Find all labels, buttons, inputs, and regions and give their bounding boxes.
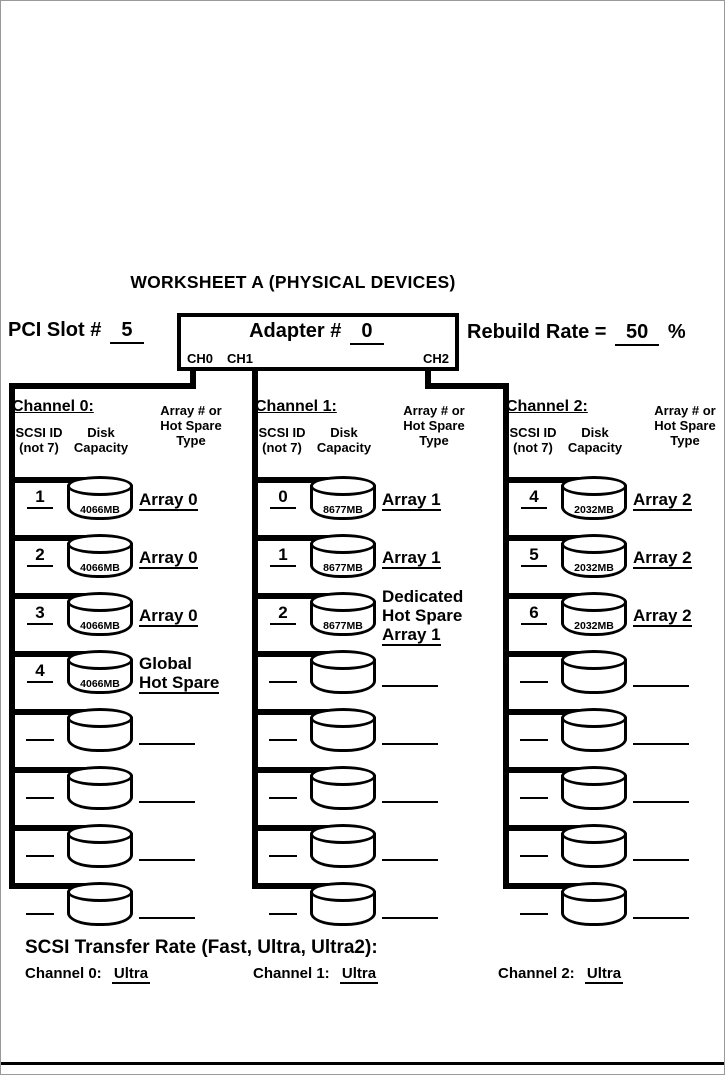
header-line: (not 7)	[19, 440, 59, 455]
disk-top-ellipse	[310, 708, 376, 728]
array-label-line: Array 2	[633, 489, 692, 509]
array-blank-line	[633, 720, 689, 745]
array-label-line: Global	[139, 654, 192, 673]
scsi-id-value	[520, 892, 548, 915]
channel-2-title: Channel 2:	[506, 398, 588, 415]
array-assignment-field	[382, 703, 438, 761]
disk-icon	[561, 882, 627, 929]
disk-capacity-value: 4066MB	[80, 620, 120, 632]
transfer-rate-label: Channel 0:	[25, 965, 102, 982]
channel-2-section	[503, 394, 725, 939]
disk-icon	[310, 534, 376, 581]
array-label-line: Hot Spare	[139, 673, 220, 692]
disk-top-ellipse	[67, 882, 133, 902]
port-label-ch2: CH2	[423, 351, 450, 366]
disk-icon	[67, 882, 133, 929]
array-blank-line	[633, 662, 689, 687]
scsi-id-value	[520, 776, 548, 799]
array-blank-line	[633, 894, 689, 919]
device-row	[9, 877, 252, 935]
array-label-line: Array 1	[382, 489, 441, 509]
array-blank-line	[382, 778, 438, 803]
disk-icon	[67, 708, 133, 755]
array-assignment-field	[382, 471, 441, 529]
array-label-line: Dedicated	[382, 586, 464, 606]
scsi-id-value: 1	[27, 486, 53, 509]
array-assignment-field	[382, 587, 463, 645]
transfer-rate-value: Ultra	[586, 965, 622, 982]
array-blank-line	[139, 720, 195, 745]
device-row	[503, 645, 725, 703]
device-row	[252, 645, 503, 703]
pci-slot-label: PCI Slot #	[8, 319, 102, 341]
disk-top-ellipse	[561, 476, 627, 496]
disk-top-ellipse	[561, 650, 627, 670]
array-label-line: Array 1	[382, 547, 441, 567]
scsi-id-field	[15, 486, 65, 509]
disk-top-ellipse	[561, 534, 627, 554]
header-line: Capacity	[73, 440, 129, 455]
scsi-id-field	[509, 544, 559, 567]
array-blank-line	[382, 720, 438, 745]
disk-top-ellipse	[67, 708, 133, 728]
scsi-id-field	[509, 834, 559, 862]
scsi-id-field	[258, 892, 308, 920]
disk-top-ellipse	[310, 824, 376, 844]
array-assignment-field	[633, 645, 689, 703]
array-label-line: Array 1	[382, 624, 441, 644]
device-row	[9, 761, 252, 819]
scsi-id-value	[269, 892, 297, 915]
scsi-id-field	[509, 486, 559, 509]
header-line: (not 7)	[262, 440, 302, 455]
header-line: Array # or	[403, 403, 465, 418]
rebuild-rate-field	[467, 321, 686, 346]
disk-top-ellipse	[561, 592, 627, 612]
array-assignment-field	[139, 877, 195, 935]
channel-1-title: Channel 1:	[255, 398, 337, 415]
transfer-rate-channel-1	[253, 965, 378, 984]
disk-icon	[561, 476, 627, 523]
array-label-line: Array 2	[633, 547, 692, 567]
array-assignment-field	[633, 819, 689, 877]
device-row	[503, 877, 725, 935]
scsi-id-field	[15, 602, 65, 625]
channel-1-rows	[252, 471, 503, 935]
disk-capacity-value: 4066MB	[80, 562, 120, 574]
device-row	[503, 587, 725, 645]
scsi-id-field	[15, 718, 65, 746]
pci-slot-field	[8, 319, 147, 344]
scsi-id-value	[520, 660, 548, 683]
header-line: SCSI ID	[258, 425, 306, 440]
scsi-id-field	[509, 660, 559, 688]
array-column-header	[643, 403, 725, 448]
disk-icon	[310, 476, 376, 523]
scsi-id-field	[258, 486, 308, 509]
scsi-id-field	[15, 660, 65, 683]
transfer-rate-value: Ultra	[341, 965, 377, 982]
disk-top-ellipse	[67, 650, 133, 670]
header-line: Hot Spare	[654, 418, 716, 433]
disk-capacity-value: 8677MB	[323, 562, 363, 574]
device-row	[503, 703, 725, 761]
pci-slot-value: 5	[110, 319, 144, 344]
device-row	[9, 471, 252, 529]
disk-capacity-column-header	[312, 425, 376, 455]
array-blank-line	[382, 662, 438, 687]
disk-top-ellipse	[310, 650, 376, 670]
header-line: Disk	[87, 425, 115, 440]
disk-top-ellipse	[67, 592, 133, 612]
disk-icon	[561, 650, 627, 697]
adapter-box	[177, 313, 459, 371]
array-label-line: Array 0	[139, 605, 198, 625]
disk-icon	[67, 592, 133, 639]
array-assignment-field	[139, 819, 195, 877]
device-row	[252, 819, 503, 877]
array-assignment-field	[139, 761, 195, 819]
array-label-line: Array 2	[633, 605, 692, 625]
scsi-id-column-header	[503, 425, 563, 455]
header-line: SCSI ID	[15, 425, 63, 440]
array-assignment-field	[633, 529, 692, 587]
disk-top-ellipse	[561, 766, 627, 786]
disk-top-ellipse	[310, 882, 376, 902]
array-assignment-field	[633, 587, 692, 645]
scsi-id-field	[15, 892, 65, 920]
device-row	[252, 587, 503, 645]
array-label-line: Array 0	[139, 547, 198, 567]
device-row	[9, 587, 252, 645]
scsi-id-field	[258, 718, 308, 746]
page-title: WORKSHEET A (PHYSICAL DEVICES)	[130, 272, 456, 292]
disk-capacity-value: 2032MB	[574, 562, 614, 574]
disk-icon	[67, 766, 133, 813]
scsi-id-value: 4	[27, 660, 53, 683]
transfer-rate-value: Ultra	[113, 965, 149, 982]
scsi-id-value	[269, 718, 297, 741]
connector-ch2-horizontal-line	[425, 383, 509, 389]
scsi-id-field	[258, 544, 308, 567]
disk-top-ellipse	[67, 824, 133, 844]
array-blank-line	[382, 836, 438, 861]
device-row	[9, 529, 252, 587]
scsi-id-value: 3	[27, 602, 53, 625]
scsi-id-field	[258, 602, 308, 625]
array-assignment-field	[139, 703, 195, 761]
scsi-id-value: 2	[27, 544, 53, 567]
disk-capacity-column-header	[69, 425, 133, 455]
channel-1-section	[252, 394, 503, 939]
array-blank-line	[633, 778, 689, 803]
array-assignment-field	[382, 877, 438, 935]
array-blank-line	[633, 836, 689, 861]
scsi-id-field	[15, 834, 65, 862]
disk-top-ellipse	[561, 708, 627, 728]
array-blank-line	[139, 778, 195, 803]
disk-top-ellipse	[67, 766, 133, 786]
scsi-id-field	[258, 834, 308, 862]
transfer-rate-label: Channel 2:	[498, 965, 575, 982]
header-line: Disk	[581, 425, 609, 440]
disk-top-ellipse	[310, 592, 376, 612]
device-row	[252, 703, 503, 761]
scsi-id-value: 4	[521, 486, 547, 509]
scsi-id-value	[26, 834, 54, 857]
channel-0-title: Channel 0:	[12, 398, 94, 415]
adapter-field	[181, 320, 455, 345]
scsi-id-value	[26, 892, 54, 915]
device-row	[252, 471, 503, 529]
disk-capacity-value: 8677MB	[323, 504, 363, 516]
channel-2-rows	[503, 471, 725, 935]
array-assignment-field	[633, 877, 689, 935]
array-label-line: Array 0	[139, 489, 198, 509]
disk-icon	[561, 824, 627, 871]
channel-0-section	[9, 394, 252, 939]
disk-icon	[561, 708, 627, 755]
array-blank-line	[139, 894, 195, 919]
array-assignment-field	[633, 703, 689, 761]
disk-capacity-value: 2032MB	[574, 620, 614, 632]
disk-icon	[67, 476, 133, 523]
device-row	[503, 819, 725, 877]
header-line: Type	[176, 433, 206, 448]
scsi-id-field	[509, 602, 559, 625]
rebuild-rate-unit: %	[667, 321, 686, 343]
transfer-rate-label: Channel 1:	[253, 965, 330, 982]
header-line: Array # or	[654, 403, 716, 418]
disk-icon	[310, 882, 376, 929]
disk-icon	[310, 592, 376, 639]
scsi-id-field	[509, 892, 559, 920]
disk-top-ellipse	[310, 476, 376, 496]
scsi-id-value	[269, 834, 297, 857]
scsi-id-value	[26, 776, 54, 799]
array-assignment-field	[139, 587, 198, 645]
connector-ch0-horizontal-line	[9, 383, 196, 389]
array-blank-line	[139, 836, 195, 861]
scsi-id-value: 6	[521, 602, 547, 625]
disk-icon	[67, 650, 133, 697]
array-assignment-field	[633, 471, 692, 529]
device-row	[252, 529, 503, 587]
device-row	[9, 645, 252, 703]
disk-capacity-value: 4066MB	[80, 504, 120, 516]
device-row	[503, 529, 725, 587]
header-line: (not 7)	[513, 440, 553, 455]
header-line: Type	[670, 433, 700, 448]
scsi-id-value: 0	[270, 486, 296, 509]
header-line: Disk	[330, 425, 358, 440]
disk-top-ellipse	[561, 882, 627, 902]
adapter-label: Adapter #	[249, 320, 342, 342]
disk-icon	[67, 824, 133, 871]
scsi-id-field	[509, 776, 559, 804]
scsi-id-field	[258, 660, 308, 688]
scsi-id-column-header	[9, 425, 69, 455]
scsi-id-column-header	[252, 425, 312, 455]
array-assignment-field	[633, 761, 689, 819]
scsi-id-value: 5	[521, 544, 547, 567]
array-column-header	[149, 403, 233, 448]
scsi-id-value	[26, 718, 54, 741]
disk-icon	[310, 650, 376, 697]
header-line: Type	[419, 433, 449, 448]
array-assignment-field	[139, 645, 219, 703]
scsi-id-field	[15, 544, 65, 567]
disk-icon	[310, 766, 376, 813]
header-line: Array # or	[160, 403, 222, 418]
header-line: Hot Spare	[160, 418, 222, 433]
disk-top-ellipse	[67, 476, 133, 496]
disk-icon	[67, 534, 133, 581]
scsi-id-field	[15, 776, 65, 804]
array-assignment-field	[382, 761, 438, 819]
transfer-rate-channel-2	[498, 965, 623, 984]
device-row	[252, 761, 503, 819]
transfer-rate-title: SCSI Transfer Rate (Fast, Ultra, Ultra2):	[25, 937, 378, 958]
port-label-ch1: CH1	[227, 351, 254, 366]
disk-capacity-value: 4066MB	[80, 678, 120, 690]
disk-top-ellipse	[561, 824, 627, 844]
adapter-number-value: 0	[350, 320, 384, 345]
array-label-line: Hot Spare	[382, 605, 463, 625]
array-assignment-field	[139, 529, 198, 587]
disk-capacity-column-header	[563, 425, 627, 455]
scsi-id-field	[258, 776, 308, 804]
disk-capacity-value: 2032MB	[574, 504, 614, 516]
device-row	[503, 761, 725, 819]
disk-capacity-value: 8677MB	[323, 620, 363, 632]
header-line: Hot Spare	[403, 418, 465, 433]
device-row	[252, 877, 503, 935]
rebuild-rate-value: 50	[615, 321, 659, 346]
header-line: Capacity	[316, 440, 372, 455]
header-line: SCSI ID	[509, 425, 557, 440]
transfer-rate-channel-0	[25, 965, 150, 984]
scsi-id-value	[269, 776, 297, 799]
rebuild-rate-label: Rebuild Rate =	[467, 321, 607, 343]
array-assignment-field	[382, 819, 438, 877]
array-column-header	[392, 403, 476, 448]
page-bottom-rule	[1, 1062, 724, 1065]
channel-0-rows	[9, 471, 252, 935]
scsi-id-value	[269, 660, 297, 683]
disk-icon	[561, 766, 627, 813]
array-assignment-field	[139, 471, 198, 529]
disk-icon	[561, 592, 627, 639]
scsi-id-value	[520, 718, 548, 741]
array-assignment-field	[382, 645, 438, 703]
disk-icon	[310, 708, 376, 755]
device-row	[9, 819, 252, 877]
array-blank-line	[382, 894, 438, 919]
device-row	[9, 703, 252, 761]
scsi-id-value: 2	[270, 602, 296, 625]
port-label-ch0: CH0	[187, 351, 214, 366]
disk-top-ellipse	[310, 534, 376, 554]
array-assignment-field	[382, 529, 441, 587]
disk-icon	[561, 534, 627, 581]
disk-icon	[310, 824, 376, 871]
header-line: Capacity	[567, 440, 623, 455]
scsi-id-field	[509, 718, 559, 746]
disk-top-ellipse	[67, 534, 133, 554]
device-row	[503, 471, 725, 529]
scsi-id-value: 1	[270, 544, 296, 567]
disk-top-ellipse	[310, 766, 376, 786]
scsi-id-value	[520, 834, 548, 857]
